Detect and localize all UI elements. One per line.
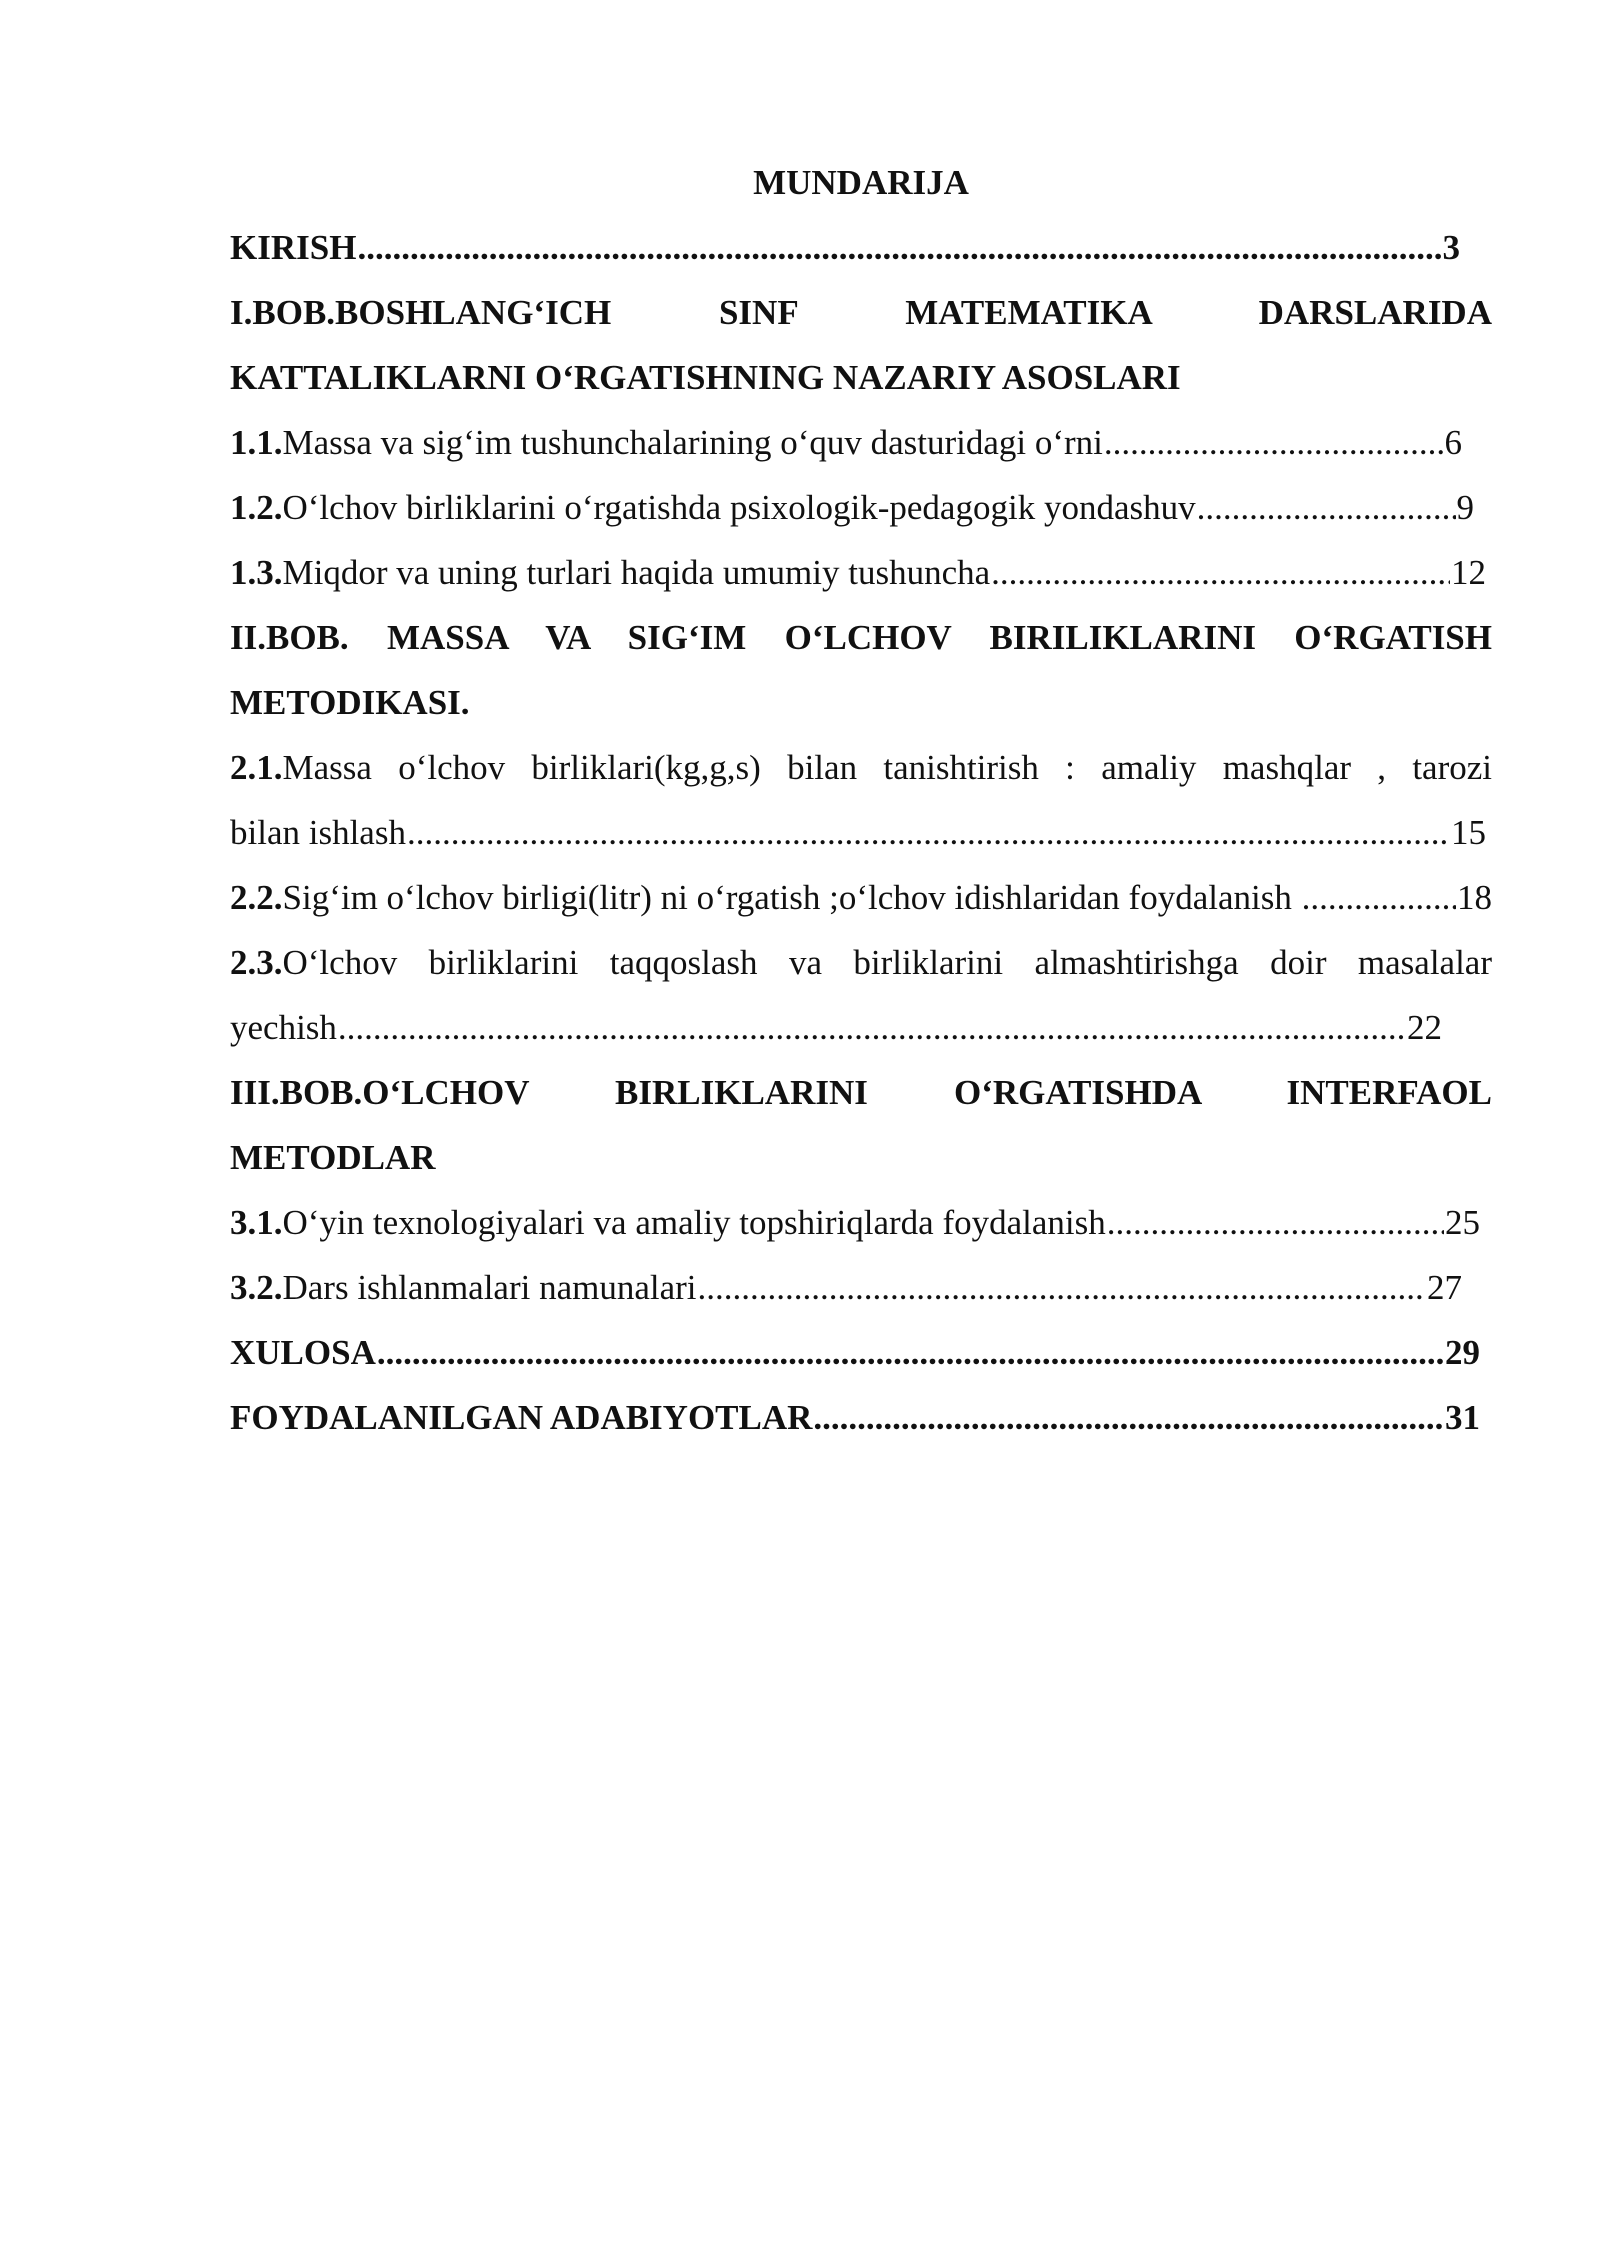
toc-page-number: 6 <box>1444 423 1462 462</box>
table-of-contents <box>230 150 1492 1450</box>
toc-section-number: 1.3. <box>230 553 283 592</box>
toc-entry-label: XULOSA <box>230 1333 376 1372</box>
toc-chapter-1-line-2: KATTALIKLARNI O‘RGATISHNING NAZARIY ASOSLARI <box>230 358 1181 397</box>
toc-section-number: 1.1. <box>230 423 283 462</box>
toc-page-number: 3 <box>1442 228 1460 267</box>
toc-section-number: 1.2. <box>230 488 283 527</box>
toc-entry-label: O‘yin texnologiyalari va amaliy topshiriqlarda foydalanish <box>282 1203 1106 1242</box>
toc-entry-kirish <box>230 215 1460 280</box>
toc-page-number: 18 <box>1457 878 1492 917</box>
toc-entry-label: KIRISH <box>230 228 357 267</box>
toc-page-number: 25 <box>1445 1203 1480 1242</box>
toc-entry-label: Miqdor va uning turlari haqida umumiy tushuncha <box>282 553 991 592</box>
dot-leader <box>1107 1190 1444 1255</box>
dot-leader <box>1302 865 1456 930</box>
toc-section-number: 3.1. <box>230 1203 283 1242</box>
toc-page-number: 22 <box>1407 1008 1442 1047</box>
toc-entry-2-3-line-1 <box>230 930 1492 995</box>
dot-leader <box>813 1385 1444 1450</box>
toc-page-number: 9 <box>1456 488 1474 527</box>
dot-leader <box>1197 475 1456 540</box>
toc-entry-label: Sig‘im o‘lchov birligi(litr) ni o‘rgatish ;o‘lchov idishlaridan foydalanish <box>282 878 1301 917</box>
toc-page-number: 31 <box>1445 1398 1480 1437</box>
toc-chapter-2-line-2: METODIKASI. <box>230 683 470 722</box>
toc-entry-label: Massa va sig‘im tushunchalarining o‘quv dasturidagi o‘rni <box>282 423 1103 462</box>
toc-entry-label: Massa o‘lchov birliklari(kg,g,s) bilan tanishtirish : amaliy mashqlar , tarozi <box>282 748 1492 787</box>
toc-section-number: 2.1. <box>230 748 283 787</box>
toc-entry-label: yechish <box>230 1008 337 1047</box>
toc-page-number: 29 <box>1445 1333 1480 1372</box>
toc-section-number: 3.2. <box>230 1268 283 1307</box>
toc-entry-label: FOYDALANILGAN ADABIYOTLAR <box>230 1398 813 1437</box>
dot-leader <box>698 1255 1426 1320</box>
toc-entry-label: O‘lchov birliklarini o‘rgatishda psixologik-pedagogik yondashuv <box>282 488 1196 527</box>
toc-chapter-1-line-1: I.BOB.BOSHLANG‘ICH SINF MATEMATIKA DARSLARIDA <box>230 293 1492 332</box>
toc-entry-adabiyotlar <box>230 1385 1480 1450</box>
toc-chapter-2-line-1: II.BOB. MASSA VA SIG‘IM O‘LCHOV BIRILIKLARINI O‘RGATISH <box>230 618 1492 657</box>
toc-entry-3-2 <box>230 1255 1462 1320</box>
dot-leader <box>991 540 1450 605</box>
toc-entry-2-3-line-2 <box>230 995 1442 1060</box>
toc-section-number: 2.3. <box>230 943 283 982</box>
toc-chapter-3-line-1: III.BOB.O‘LCHOV BIRLIKLARINI O‘RGATISHDA INTERFAOL <box>230 1073 1492 1112</box>
toc-entry-label: bilan ishlash <box>230 813 406 852</box>
toc-entry-1-3 <box>230 540 1486 605</box>
toc-page-number: 12 <box>1451 553 1486 592</box>
toc-entry-1-2 <box>230 475 1474 540</box>
page-title: MUNDARIJA <box>753 163 969 202</box>
toc-entry-2-2 <box>230 865 1492 930</box>
dot-leader <box>338 995 1406 1060</box>
toc-chapter-3-line-2: METODLAR <box>230 1138 436 1177</box>
toc-entry-label: O‘lchov birliklarini taqqoslash va birliklarini almashtirishga doir masalalar <box>282 943 1492 982</box>
dot-leader <box>1104 410 1444 475</box>
toc-entry-2-1-line-1 <box>230 735 1492 800</box>
toc-page-number: 27 <box>1427 1268 1462 1307</box>
dot-leader <box>377 1320 1444 1385</box>
toc-entry-3-1 <box>230 1190 1480 1255</box>
dot-leader <box>357 215 1441 280</box>
toc-page-number: 15 <box>1451 813 1486 852</box>
toc-entry-label: Dars ishlanmalari namunalari <box>282 1268 697 1307</box>
toc-entry-2-1-line-2 <box>230 800 1486 865</box>
dot-leader <box>407 800 1450 865</box>
toc-section-number: 2.2. <box>230 878 283 917</box>
toc-entry-xulosa <box>230 1320 1480 1385</box>
toc-entry-1-1 <box>230 410 1462 475</box>
